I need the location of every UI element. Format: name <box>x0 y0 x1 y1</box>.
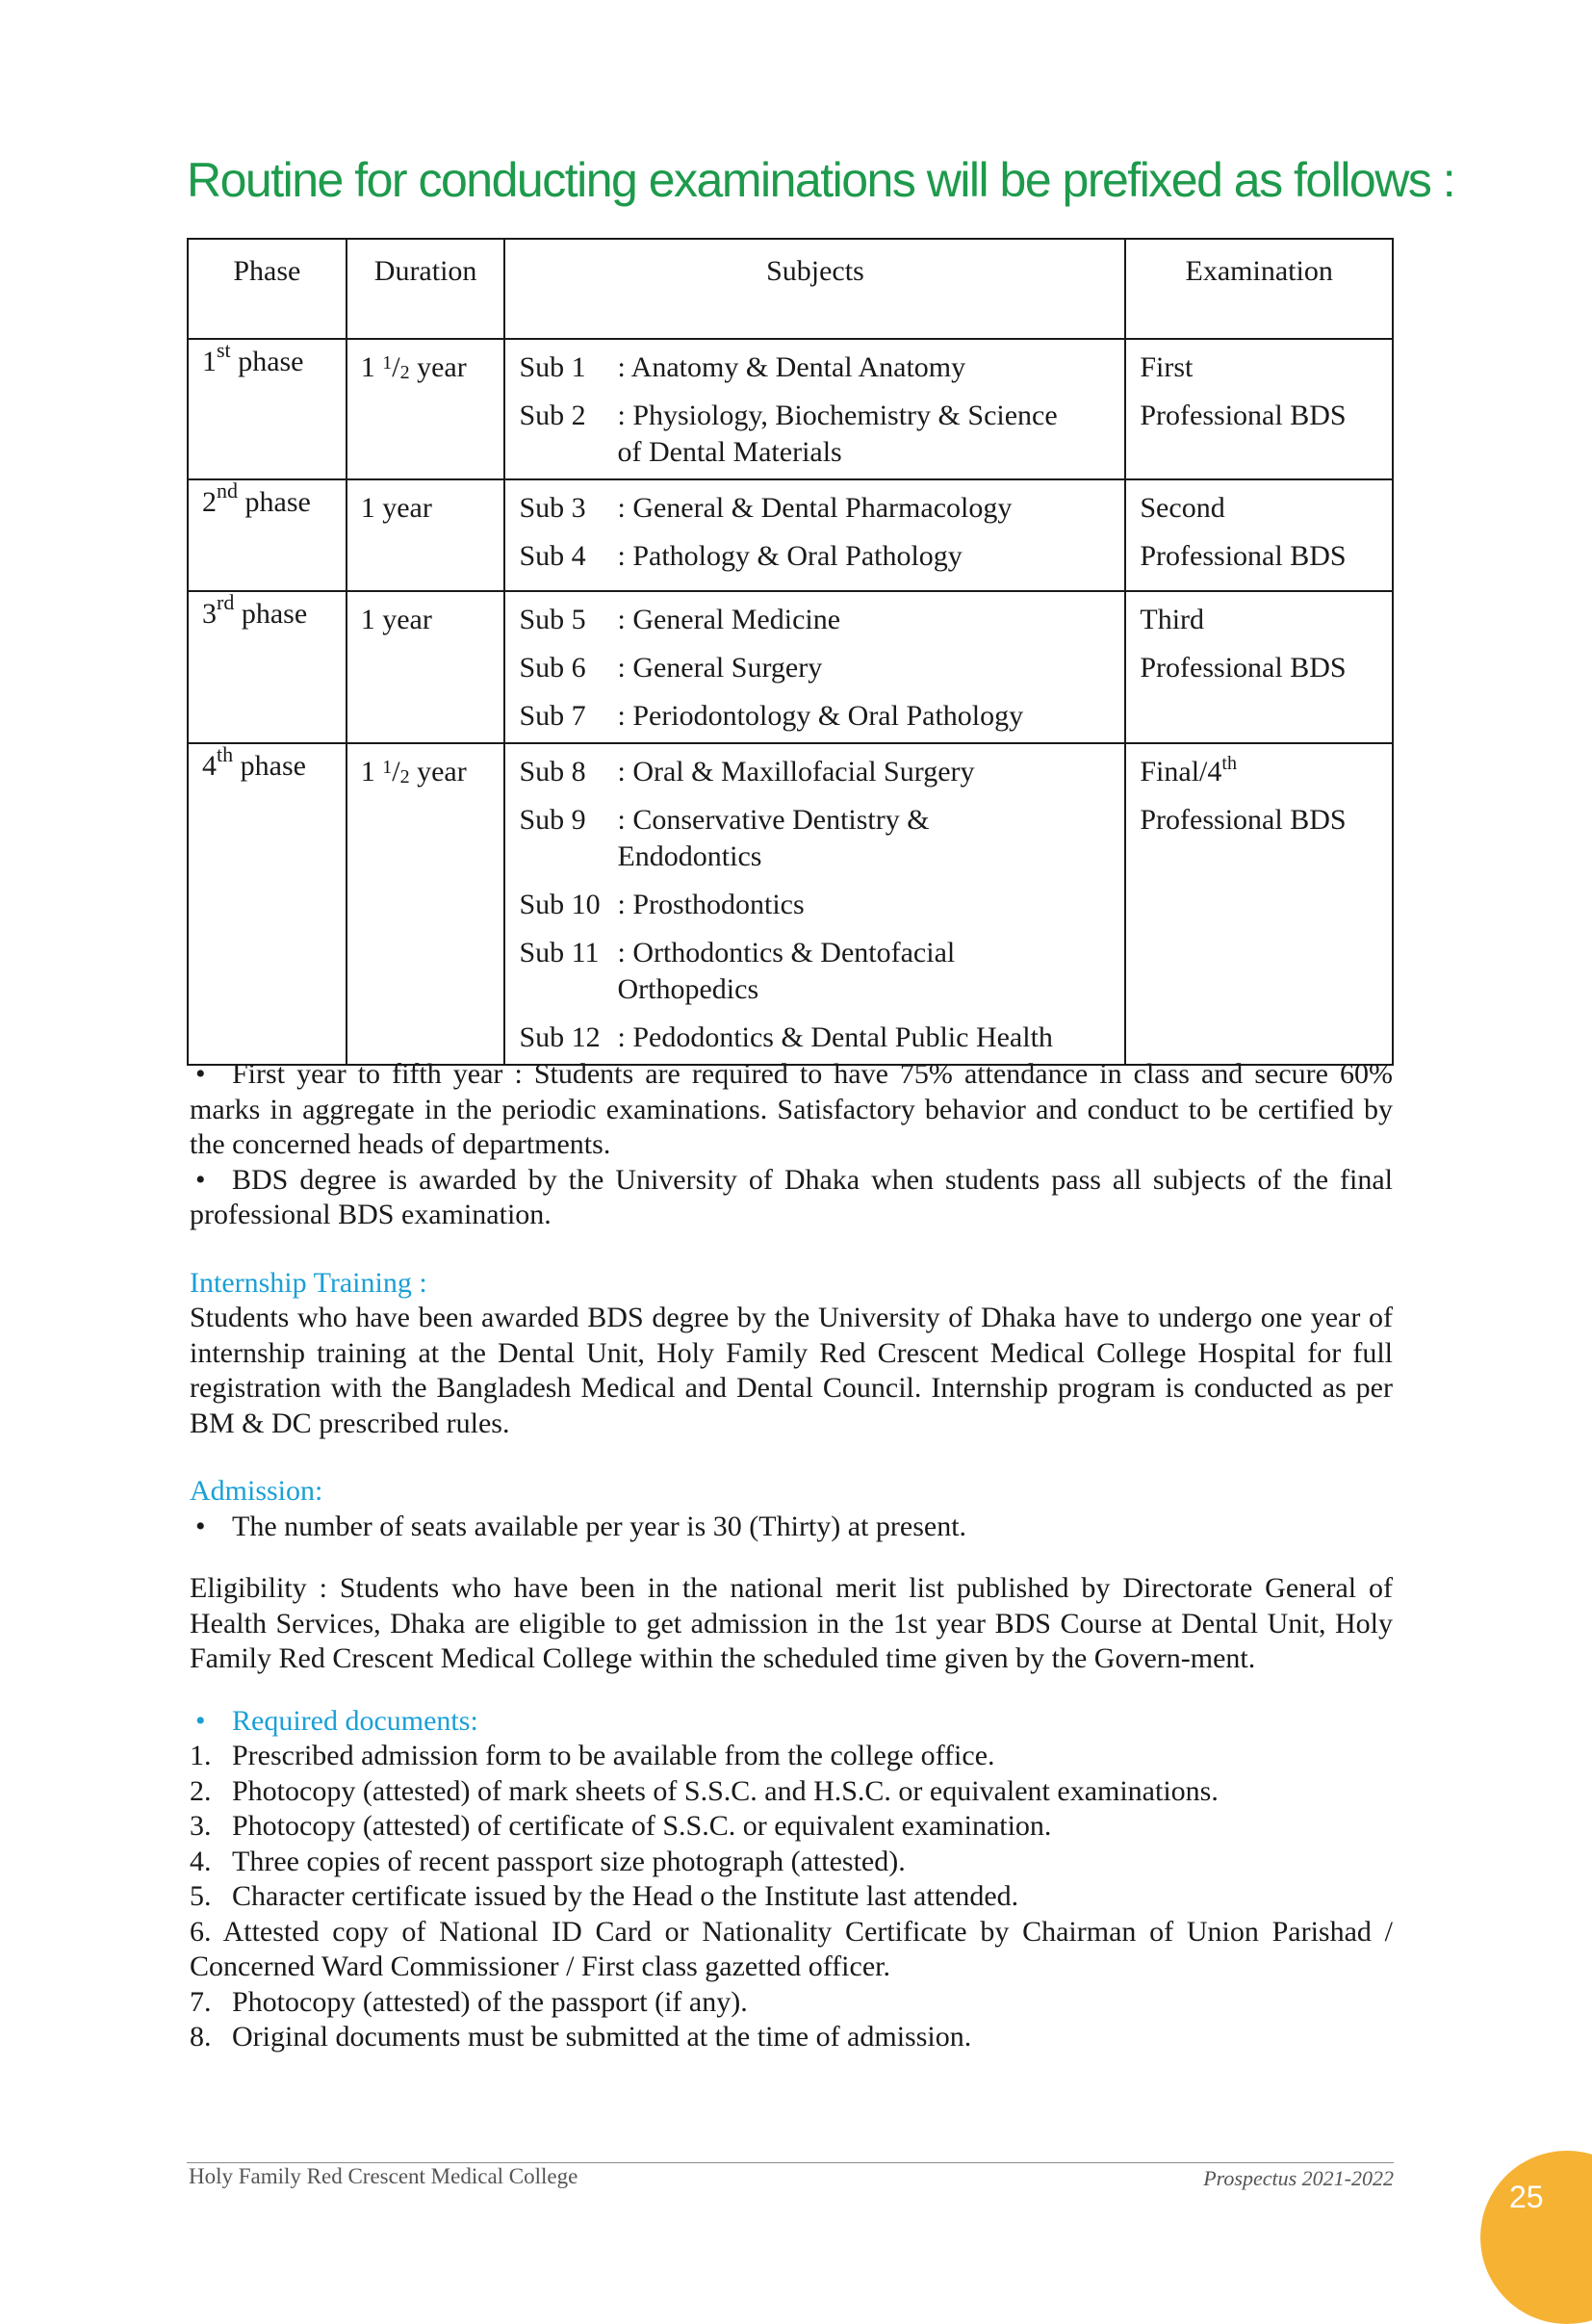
phase-word: phase <box>238 346 304 377</box>
subject-item <box>519 650 1111 686</box>
subjects-cell <box>504 339 1125 479</box>
list-text: Original documents must be submitted at the time of admission. <box>232 2021 972 2053</box>
examination-cell <box>1125 339 1393 479</box>
list-number: 4. <box>190 1845 212 1877</box>
note-paragraph <box>190 1057 1393 1163</box>
subject-code: Sub 4 <box>519 540 586 572</box>
subject-item <box>519 490 1111 527</box>
subject-item <box>519 754 1111 790</box>
phase-ordinal: nd <box>217 478 238 503</box>
internship-title: Internship Training : <box>190 1266 427 1299</box>
internship-body: Students who have been awarded BDS degree by the University of Dhaka have to undergo one year of internship training at the Dental Unit, Holy Family Red Crescent Medical College Hospital for full registration with the Bangladesh Medical and Dental Council. Internship program is conducted as per BM & DC prescribed rules. <box>190 1302 1393 1439</box>
phase-ordinal: rd <box>217 590 235 614</box>
list-item <box>190 1915 1393 1985</box>
subject-code: Sub 9 <box>519 804 586 836</box>
subject-name: : Pedodontics & Dental Public Health <box>617 1021 1053 1053</box>
list-text: Prescribed admission form to be available from the college office. <box>232 1740 995 1771</box>
subject-item <box>519 538 1111 575</box>
footer-college-name: Holy Family Red Crescent Medical College <box>189 2164 578 2188</box>
exam-line: Professional BDS <box>1140 540 1347 572</box>
subject-item <box>519 698 1111 735</box>
note-text: First year to fifth year : Students are required to have 75% attendance in class and secure 60% marks in aggregate in the periodic examinations. Satisfactory behavior and conduct to be certified by the concerned heads of departments. <box>190 1058 1393 1160</box>
bullet-icon: • <box>195 1510 206 1542</box>
subject-code: Sub 5 <box>519 604 586 635</box>
header-examination: Examination <box>1125 239 1393 339</box>
phase-cell <box>188 591 347 743</box>
subjects-cell <box>504 479 1125 591</box>
examination-cell <box>1125 591 1393 743</box>
list-item <box>190 2020 1393 2055</box>
examination-cell <box>1125 743 1393 1065</box>
list-item <box>190 1739 1393 1774</box>
bullet-icon: • <box>195 1704 206 1737</box>
duration-cell <box>347 479 505 591</box>
subject-name: : Conservative Dentistry & Endodontics <box>617 804 930 872</box>
list-number: 3. <box>190 1810 212 1842</box>
subjects-cell <box>504 591 1125 743</box>
duration-text: 1 year <box>360 604 432 635</box>
subject-code: Sub 10 <box>519 889 601 920</box>
table-row <box>188 479 1393 591</box>
subject-code: Sub 2 <box>519 400 586 431</box>
admission-title: Admission: <box>190 1475 323 1507</box>
subject-name: : Pathology & Oral Pathology <box>617 540 963 572</box>
required-documents-list <box>190 1739 1393 2055</box>
required-documents-label: Required documents: <box>232 1704 478 1737</box>
list-item <box>190 1985 1393 2021</box>
duration-unit: year <box>417 756 467 788</box>
list-number: 6. <box>190 1915 212 1948</box>
footer-divider <box>187 2162 1394 2163</box>
exam-line: Professional BDS <box>1140 652 1347 684</box>
required-documents-title <box>190 1704 1393 1740</box>
subject-name: : General & Dental Pharmacology <box>617 492 1013 524</box>
subject-item <box>519 398 1111 471</box>
exam-line: Professional BDS <box>1140 400 1347 431</box>
note-text: BDS degree is awarded by the University of Dhaka when students pass all subjects of the final professional BDS examination. <box>190 1163 1393 1230</box>
subject-item <box>519 349 1111 386</box>
duration-whole: 1 <box>360 756 375 788</box>
list-text: Three copies of recent passport size photograph (attested). <box>232 1845 906 1877</box>
duration-cell <box>347 743 505 1065</box>
list-text: Photocopy (attested) of certificate of S.S.C. or equivalent examination. <box>232 1810 1052 1842</box>
duration-whole: 1 <box>360 351 375 383</box>
subject-item <box>519 802 1111 875</box>
page-heading: Routine for conducting examinations will be prefixed as follows : <box>187 153 1455 207</box>
phase-word: phase <box>244 486 311 518</box>
subject-code: Sub 3 <box>519 492 586 524</box>
exam-routine-table <box>187 238 1394 1066</box>
list-number: 7. <box>190 1985 212 2018</box>
table-row <box>188 743 1393 1065</box>
duration-slash: / <box>392 756 400 788</box>
examination-cell <box>1125 479 1393 591</box>
subject-code: Sub 7 <box>519 700 586 732</box>
subject-name: : Physiology, Biochemistry & Science of Dental Materials <box>617 400 1058 468</box>
subject-name: : Oral & Maxillofacial Surgery <box>617 756 975 788</box>
header-phase: Phase <box>188 239 347 339</box>
footer-prospectus-label: Prospectus 2021-2022 <box>1203 2166 1394 2190</box>
admission-seats <box>190 1510 1393 1545</box>
list-text: Photocopy (attested) of mark sheets of S.S.C. and H.S.C. or equivalent examinations. <box>232 1774 1219 1807</box>
phase-number: 1 <box>202 346 217 377</box>
duration-numerator: 1 <box>382 352 393 374</box>
table-row <box>188 591 1393 743</box>
subject-item <box>519 935 1111 1008</box>
subject-code: Sub 6 <box>519 652 586 684</box>
subject-name: : General Medicine <box>617 604 841 635</box>
header-subjects: Subjects <box>504 239 1125 339</box>
eligibility-paragraph: Eligibility : Students who have been in the national merit list published by Directorate General of Health Services, Dhaka are eligible to get admission in the 1st year BDS Course at Dental Unit, Holy Family Red Crescent Medical College within the scheduled time given by the Govern-ment. <box>190 1572 1393 1674</box>
phase-word: phase <box>241 598 308 630</box>
page-number-tab <box>1480 2151 1592 2324</box>
exam-line: Professional BDS <box>1140 804 1347 836</box>
subject-code: Sub 11 <box>519 937 600 968</box>
subject-name: : Anatomy & Dental Anatomy <box>617 351 966 383</box>
list-text: Character certificate issued by the Head o the Institute last attended. <box>232 1880 1019 1912</box>
table-row <box>188 339 1393 479</box>
duration-denominator: 2 <box>399 766 410 788</box>
bullet-icon: • <box>195 1058 206 1090</box>
phase-number: 3 <box>202 598 217 630</box>
header-duration: Duration <box>347 239 505 339</box>
list-number: 8. <box>190 2021 212 2053</box>
phase-cell <box>188 339 347 479</box>
subject-item <box>519 602 1111 638</box>
list-text: Attested copy of National ID Card or Nationality Certificate by Chairman of Union Parishad / Concerned Ward Commissioner / First class gazetted officer. <box>190 1915 1393 1982</box>
list-item <box>190 1845 1393 1880</box>
duration-text: 1 year <box>360 492 432 524</box>
list-text: Photocopy (attested) of the passport (if any). <box>232 1985 748 2018</box>
note-paragraph <box>190 1163 1393 1233</box>
page-number: 25 <box>1509 2180 1544 2214</box>
exam-final-label: Final/4 <box>1140 756 1222 788</box>
subject-code: Sub 8 <box>519 756 586 788</box>
subject-name: : Periodontology & Oral Pathology <box>617 700 1024 732</box>
list-number: 2. <box>190 1774 212 1807</box>
exam-line: Second <box>1140 492 1225 524</box>
list-item <box>190 1809 1393 1845</box>
subject-code: Sub 1 <box>519 351 586 383</box>
list-item <box>190 1879 1393 1915</box>
duration-cell <box>347 339 505 479</box>
duration-unit: year <box>417 351 467 383</box>
subject-name: : Prosthodontics <box>617 889 805 920</box>
page-content <box>190 1057 1393 2055</box>
subject-name: : Orthodontics & Dentofacial Orthopedics <box>617 937 956 1005</box>
phase-ordinal: th <box>217 742 234 766</box>
subject-item <box>519 887 1111 923</box>
subject-name: : General Surgery <box>617 652 823 684</box>
duration-denominator: 2 <box>399 362 410 383</box>
phase-ordinal: st <box>217 338 231 362</box>
phase-number: 4 <box>202 750 217 782</box>
list-number: 5. <box>190 1880 212 1912</box>
subject-item <box>519 1020 1111 1056</box>
table-header-row <box>188 239 1393 339</box>
exam-ordinal: th <box>1221 753 1237 774</box>
subjects-cell <box>504 743 1125 1065</box>
phase-cell <box>188 479 347 591</box>
phase-word: phase <box>240 750 306 782</box>
subject-code: Sub 12 <box>519 1021 601 1053</box>
duration-slash: / <box>392 351 400 383</box>
list-number: 1. <box>190 1740 212 1771</box>
phase-cell <box>188 743 347 1065</box>
list-item <box>190 1774 1393 1810</box>
phase-number: 2 <box>202 486 217 518</box>
seats-text: The number of seats available per year is 30 (Thirty) at present. <box>232 1510 967 1542</box>
bullet-icon: • <box>195 1163 206 1196</box>
duration-cell <box>347 591 505 743</box>
exam-line: First <box>1140 351 1194 383</box>
duration-numerator: 1 <box>382 757 393 778</box>
exam-line: Third <box>1140 604 1205 635</box>
exam-line <box>1140 754 1378 790</box>
